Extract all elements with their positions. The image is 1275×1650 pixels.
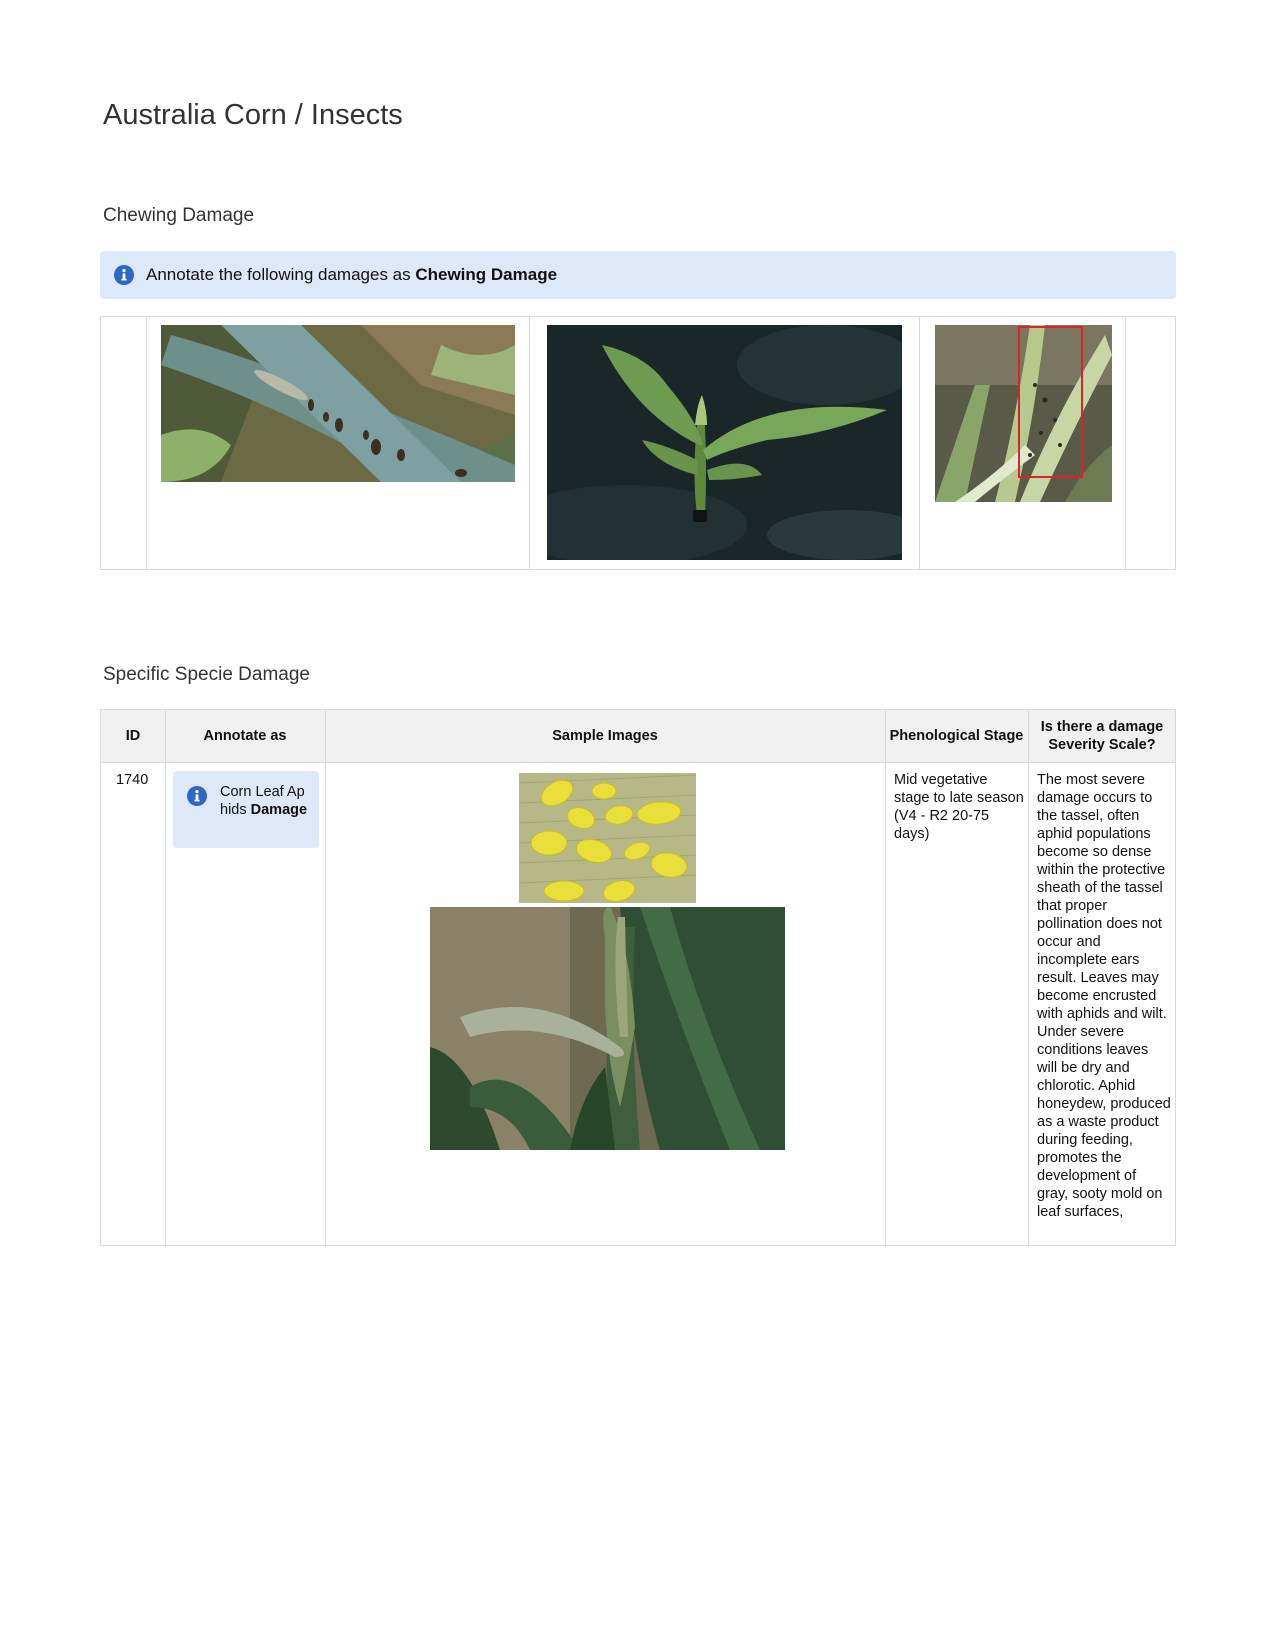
leaf-damage-marked-photo [935,325,1112,502]
header-annotate-as: Annotate as [203,728,287,744]
column-divider [1028,710,1029,1245]
column-divider [165,710,166,1245]
info-icon [114,265,134,285]
page-title: Australia Corn / Insects [103,99,403,131]
header-phenological-stage: Phenological Stage [889,728,1024,744]
row-id: 1740 [116,772,149,788]
chewing-info-banner [100,251,1176,299]
phenological-stage-text: Mid vegetative stage to late season (V4 - R2 20-75 days) [894,772,1024,842]
aphids-closeup-photo [519,773,696,903]
annotate-label-prefix: Corn Leaf Aphids [220,784,305,818]
column-divider [146,317,147,569]
annotate-label [220,783,308,819]
info-bold-label: Chewing Damage [415,265,558,284]
specific-section-title: Specific Specie Damage [103,664,310,685]
chewing-section-title: Chewing Damage [103,205,255,226]
severity-scale-text: The most severe damage occurs to the tassel, often aphid populations become so dense within the protective sheath of the tassel that proper pollination does not occur and incomplete ears result. Leaves may become encrusted with aphids and wilt. Under severe conditions leaves will be dry and chlorotic. Aphid honeydew, produced as a waste product during feeding, promotes the development of gray, sooty mold on leaf surfaces, [1037,772,1171,1220]
seedling-chewed-leaves-photo [547,325,902,560]
leaf-holes-caterpillar-photo [161,325,515,482]
column-divider [325,710,326,1245]
header-sample-images: Sample Images [552,728,658,744]
column-divider [1125,317,1126,569]
tassel-aphids-photo [430,907,785,1150]
annotate-label-box [173,771,319,848]
header-id: ID [125,728,141,744]
column-divider [885,710,886,1245]
header-severity-scale: Is there a damage Severity Scale? [1040,719,1164,753]
info-icon [187,786,207,806]
column-divider [919,317,920,569]
column-divider [529,317,530,569]
chewing-info-text [146,265,557,285]
annotate-label-bold: Damage [250,802,308,818]
info-prefix: Annotate the following damages as [146,265,416,284]
